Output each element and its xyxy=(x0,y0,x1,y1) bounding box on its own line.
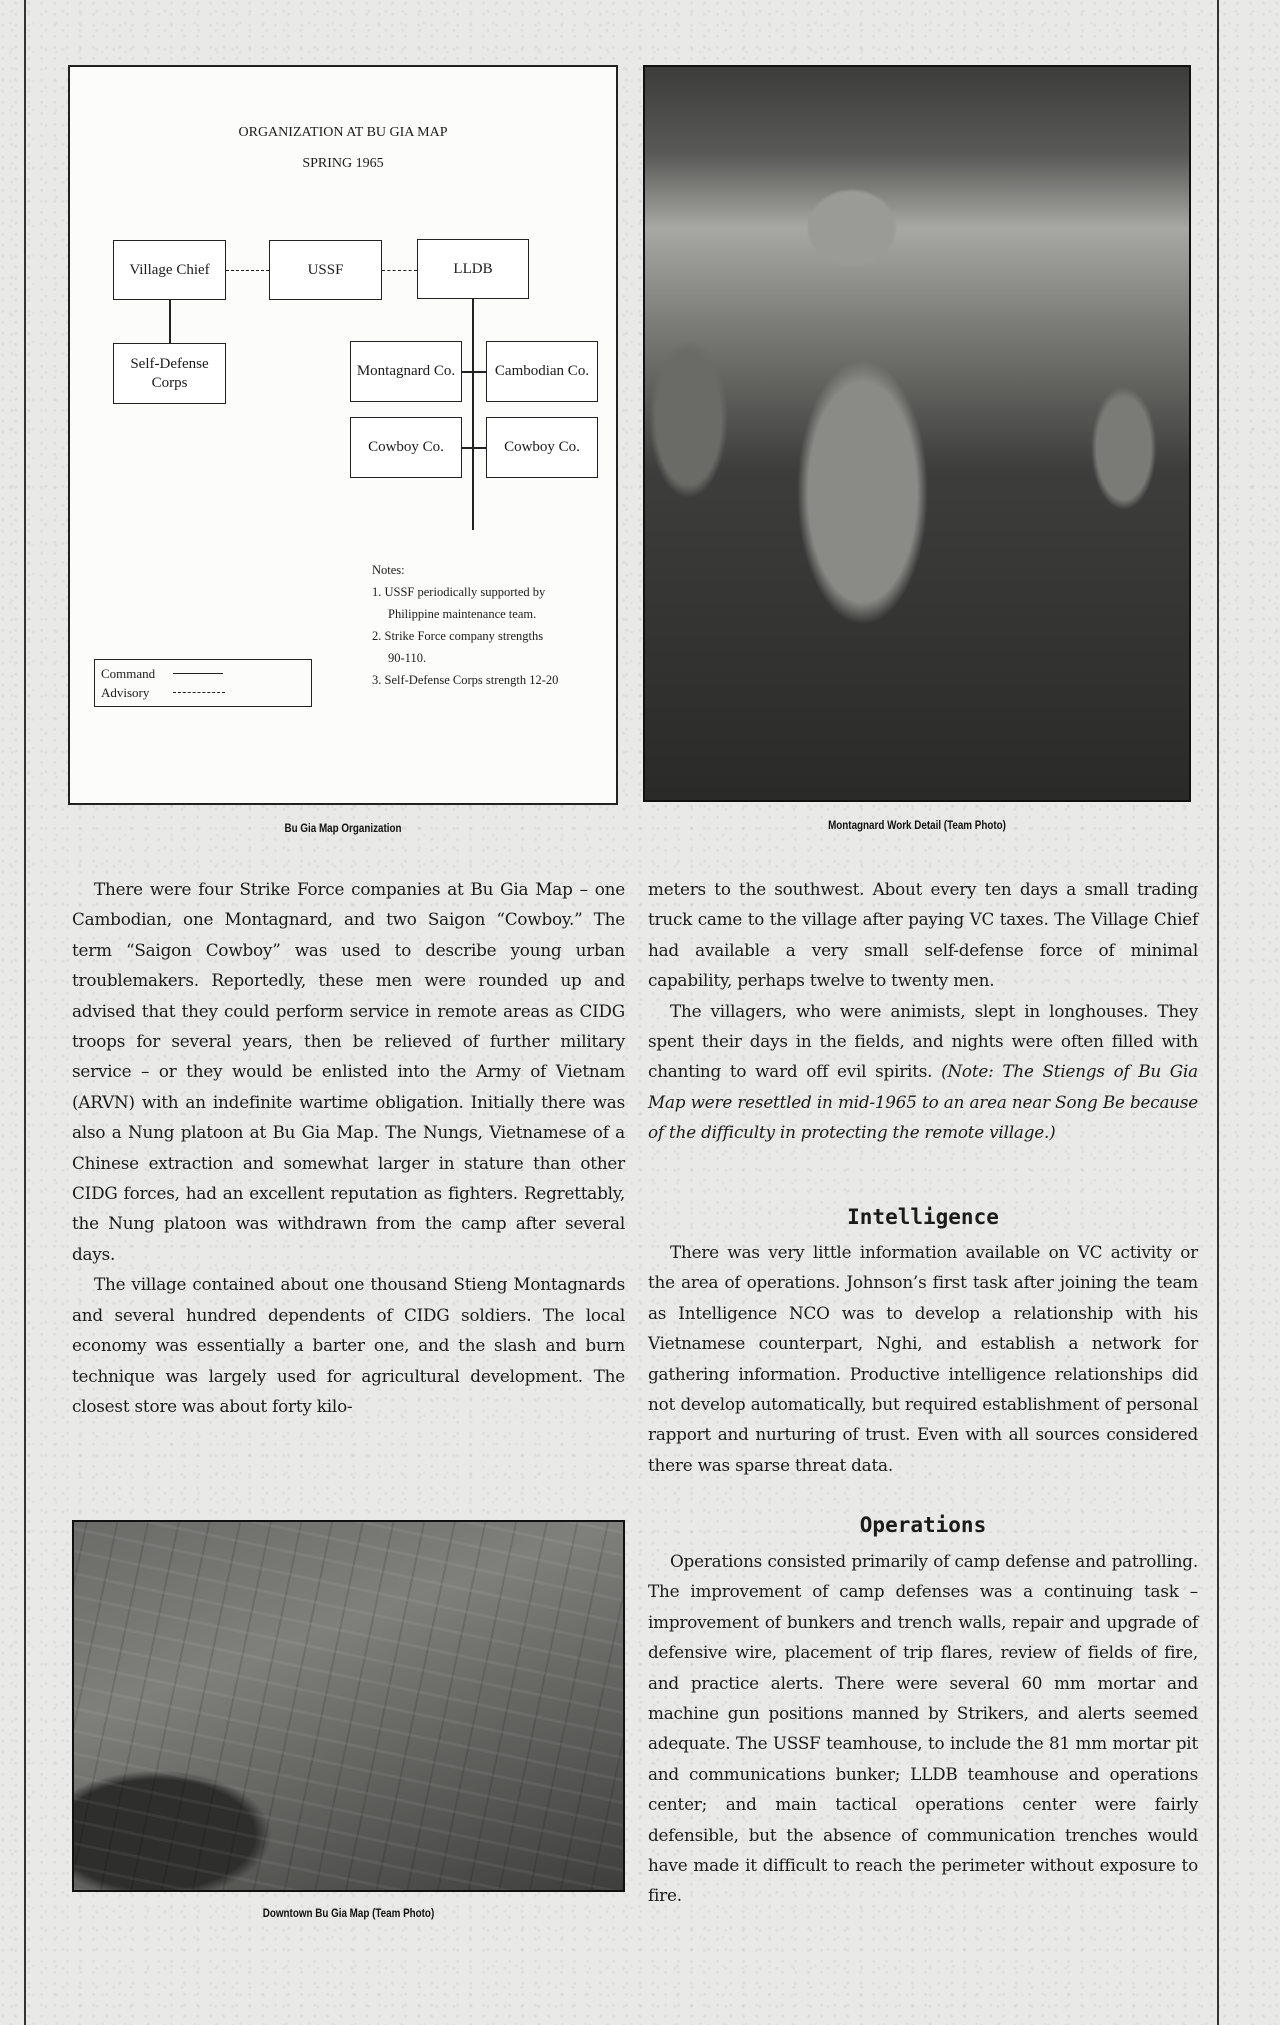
article-column-right xyxy=(648,874,1198,1148)
node-label: Self-Defense xyxy=(130,355,209,372)
paragraph: There were four Strike Force companies at Bu Gia Map – one Cambodian, one Montagnard, and two Saigon “Cowboy.” The term “Saigon Cowboy” was used to describe young urban troublemakers. Reportedly, these men were rounded up and advised that they could perform service in remote areas as CIDG troops for several years, then be relieved of further military service – or they would be enlisted into the Army of Vietnam (ARVN) with an indefinite wartime obligation. Initially there was also a Nung platoon at Bu Gia Map. The Nungs, Vietnamese of a Chinese extraction and somewhat larger in stature than other CIDG forces, had an excellent reputation as fighters. Regrettably, the Nung platoon was withdrawn from the camp after several days. xyxy=(72,879,625,1264)
note-2: 2. Strike Force company strengths xyxy=(372,629,544,643)
node-cowboy-co-right: Cowboy Co. xyxy=(486,417,598,478)
node-cowboy-co-left: Cowboy Co. xyxy=(350,417,462,478)
node-label: Corps xyxy=(151,374,188,391)
notes-heading: Notes: xyxy=(372,563,405,577)
legend-advisory-label: Advisory xyxy=(101,685,150,700)
legend-command-label: Command xyxy=(101,666,156,681)
command-link xyxy=(462,447,486,449)
intelligence-section xyxy=(648,1237,1198,1480)
paragraph: There was very little information available on VC activity or the area of operations. Johnson’s first task after joining the team as Intelligence NCO was to develop a relationship with his Vietnamese counterpart, Nghi, and establish a network for gathering information. Productive intelligence relationships did not develop automatically, but required establishment of personal rapport and nurturing of trust. Even with all sources considered there was sparse threat data. xyxy=(648,1242,1198,1475)
portrait-caption: Montagnard Work Detail (Team Photo) xyxy=(828,818,1006,832)
page-border-left xyxy=(24,0,26,2025)
node-lldb: LLDB xyxy=(417,239,529,299)
org-chart-notes xyxy=(372,559,558,691)
paragraph: The village contained about one thousand Stieng Montagnards and several hundred dependents of CIDG soldiers. The local economy was essentially a barter one, and the slash and burn technique was largely used for agricultural development. The closest store was about forty kilo- xyxy=(72,1274,625,1416)
operations-section xyxy=(648,1546,1198,1911)
solid-line-icon xyxy=(173,673,223,674)
note-2-cont: 90-110. xyxy=(388,651,427,665)
montagnard-photo xyxy=(643,65,1191,802)
paragraph-continued: meters to the southwest. About every ten days a small trading truck came to the village after paying VC taxes. The Village Chief had available a very small self-defense force of minimal capability, perhaps twelve to twenty men. xyxy=(648,879,1198,991)
org-chart-subtitle: SPRING 1965 xyxy=(302,156,384,171)
note-1: 1. USSF periodically supported by xyxy=(372,585,546,599)
node-montagnard-co: Montagnard Co. xyxy=(350,341,462,402)
page-border-right xyxy=(1217,0,1219,2025)
node-village-chief: Village Chief xyxy=(113,240,226,300)
command-link xyxy=(462,371,486,373)
org-chart-legend xyxy=(94,659,312,707)
note-3: 3. Self-Defense Corps strength 12-20 xyxy=(372,673,559,687)
node-ussf: USSF xyxy=(269,240,382,300)
article-column-left xyxy=(72,874,625,1421)
node-cambodian-co: Cambodian Co. xyxy=(486,341,598,402)
org-chart-title: ORGANIZATION AT BU GIA MAP xyxy=(238,125,448,140)
aerial-village-photo xyxy=(72,1520,625,1892)
command-link xyxy=(472,299,474,530)
org-chart xyxy=(68,65,618,805)
section-heading-operations: Operations xyxy=(859,1513,987,1537)
paragraph xyxy=(648,996,1198,1148)
paragraph: Operations consisted primarily of camp defense and patrolling. The improvement of camp defenses was a continuing task – improvement of bunkers and trench walls, repair and upgrade of defensive wire, placement of trip flares, review of fields of fire, and practice alerts. There were several 60 mm mortar and machine gun positions manned by Strikers, and alerts seemed adequate. The USSF teamhouse, to include the 81 mm mortar pit and communications bunker; LLDB teamhouse and operations center; and main tactical operations center were fairly defensible, but the absence of communication trenches would have made it difficult to reach the perimeter without exposure to fire. xyxy=(648,1551,1198,1906)
advisory-link xyxy=(226,270,269,271)
section-heading-intelligence: Intelligence xyxy=(847,1205,999,1229)
node-self-defense-corps xyxy=(113,343,226,404)
command-link xyxy=(169,300,171,343)
aerial-caption: Downtown Bu Gia Map (Team Photo) xyxy=(262,1906,435,1920)
advisory-link xyxy=(382,270,417,271)
diagram-caption: Bu Gia Map Organization xyxy=(284,821,402,835)
note-1-cont: Philippine maintenance team. xyxy=(388,607,537,621)
italic-note: (Note: The Stiengs of Bu Gia Map were resettled in mid-1965 to an area near Song Be because of the difficulty in protecting the remote village.) xyxy=(648,1061,1198,1143)
paragraph-text: The villagers, who were animists, slept in longhouses. They spent their days in the fields, and nights were often filled with chanting to ward off evil spirits. xyxy=(648,1000,1198,1082)
dashed-line-icon xyxy=(173,692,225,693)
